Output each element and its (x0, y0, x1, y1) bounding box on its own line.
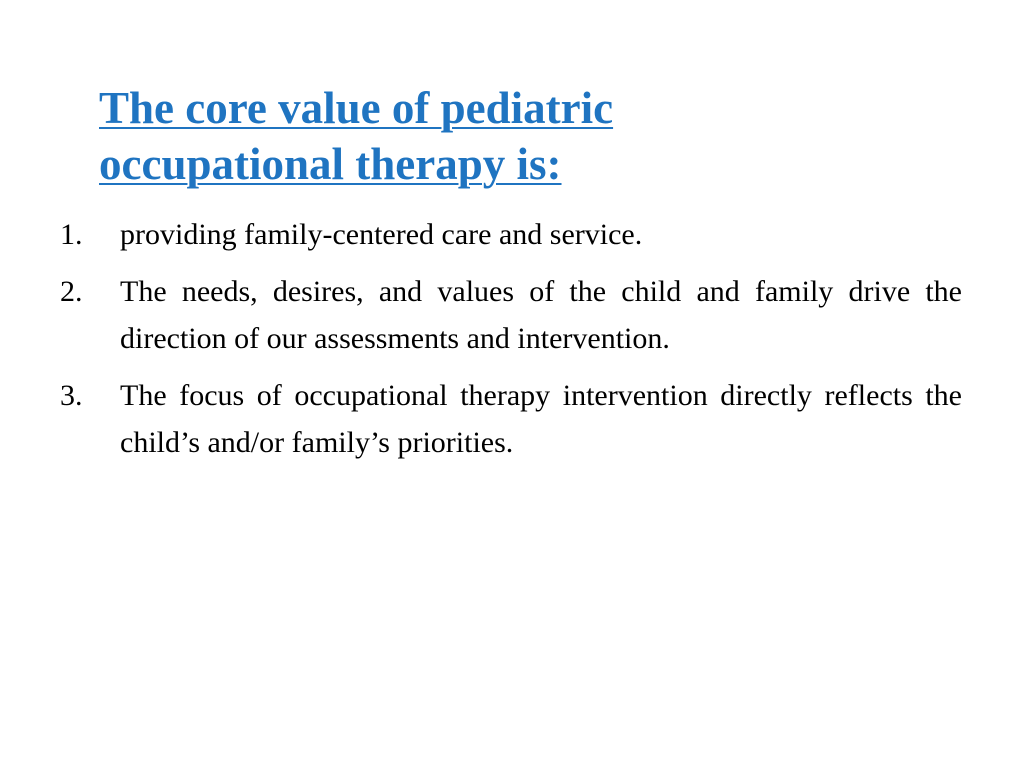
list-item-number: 2. (60, 275, 83, 308)
list-item-text: providing family-centered care and service. (120, 218, 643, 251)
list-item (60, 268, 962, 362)
slide-title (99, 80, 799, 192)
core-values-list (60, 211, 962, 476)
title-line: occupational therapy is: (99, 139, 562, 189)
list-item-number: 3. (60, 379, 83, 412)
list-item-number: 1. (60, 218, 83, 251)
list-item (60, 372, 962, 466)
list-item (60, 211, 962, 258)
list-item-text: The needs, desires, and values of the child and family drive the direction of our assessments and intervention. (120, 275, 962, 355)
list-item-text: The focus of occupational therapy intervention directly reflects the child’s and/or family’s priorities. (120, 379, 962, 459)
title-line: The core value of pediatric (99, 83, 614, 133)
